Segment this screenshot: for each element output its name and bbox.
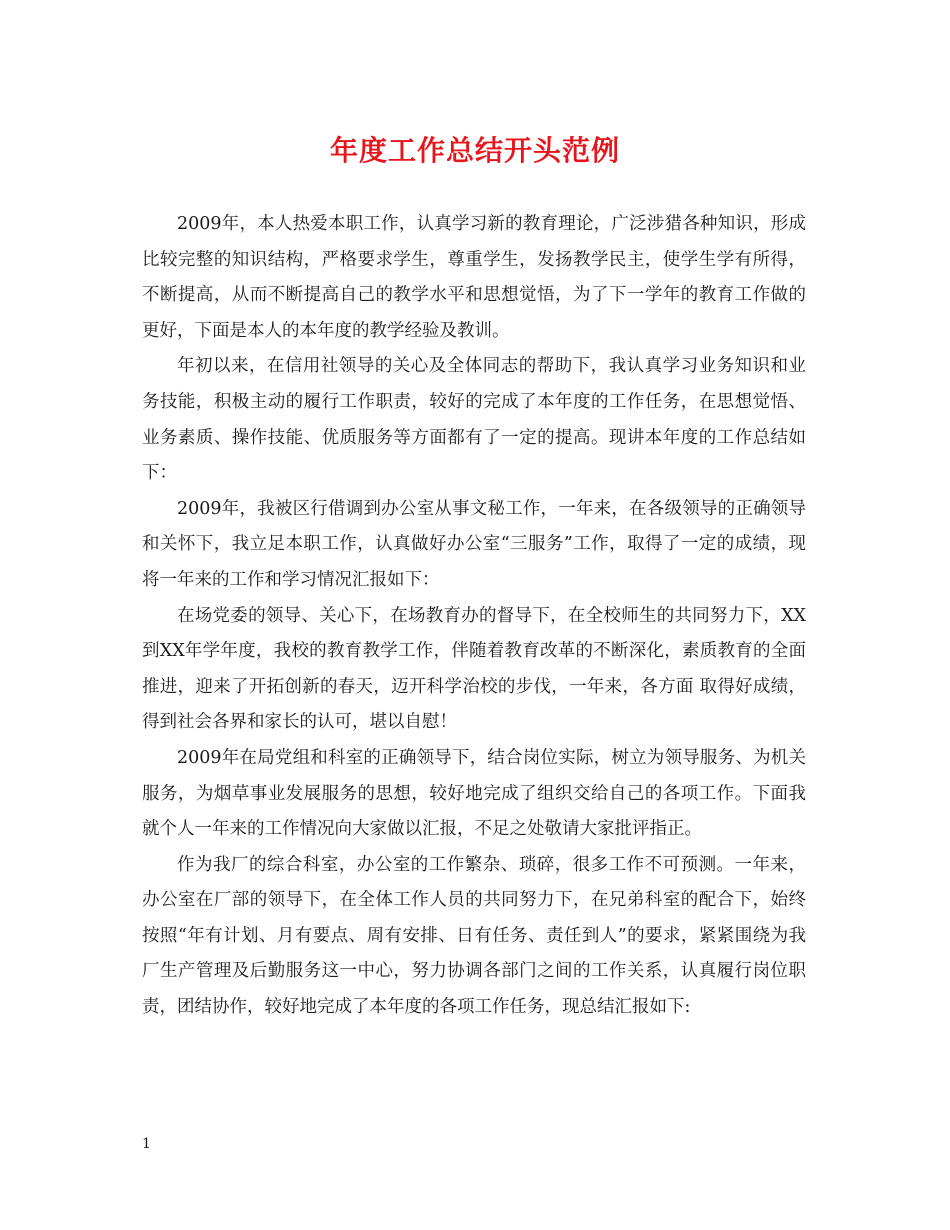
document-title: 年度工作总结开头范例 [329, 134, 620, 167]
paragraph-6: 作为我厂的综合科室，办公室的工作繁杂、琐碎，很多工作不可预测。一年来，办公室在厂部的领导下，在全体工作人员的共同努力下，在兄弟科室的配合下，始终按照“年有计划、月有要点、周有安排、日有任务、责任到人”的要求，紧紧围绕为我厂生产管理及后勤服务这一中心，努力协调各部门之间的工作关系，认真履行岗位职责，团结协作，较好地完成了本年度的各项工作任务，现总结汇报如下: [142, 854, 806, 1018]
paragraph-1: 2009年，本人热爱本职工作，认真学习新的教育理论，广泛涉猎各种知识，形成比较完整的知识结构，严格要求学生，尊重学生，发扬教学民主，使学生学有所得，不断提高，从而不断提高自己的教学水平和思想觉悟，为了下一学年的教育工作做的更好，下面是本人的本年度的教学经验及教训。 [142, 214, 806, 341]
page-number: 1 [142, 1136, 151, 1152]
paragraph-5: 2009年在局党组和科室的正确领导下，结合岗位实际，树立为领导服务、为机关服务，为烟草事业发展服务的思想，较好地完成了组织交给自己的各项工作。下面我就个人一年来的工作情况向大家做以汇报，不足之处敬请大家批评指正。 [142, 747, 806, 840]
paragraph-3: 2009年，我被区行借调到办公室从事文秘工作，一年来，在各级领导的正确领导和关怀下，我立足本职工作，认真做好办公室“三服务”工作，取得了一定的成绩，现将一年来的工作和学习情况汇报如下： [142, 498, 806, 590]
document-body [142, 207, 806, 1026]
paragraph-4: 在场党委的领导、关心下，在场教育办的督导下，在全校师生的共同努力下，XX到XX年学年度，我校的教育教学工作，伴随着教育改革的不断深化，素质教育的全面推进，迎来了开拓创新的春天，迈开科学治校的步伐，一年来，各方面 取得好成绩，得到社会各界和家长的认可，堪以自慰！ [142, 605, 806, 733]
paragraph-2: 年初以来，在信用社领导的关心及全体同志的帮助下，我认真学习业务知识和业务技能，积极主动的履行工作职责，较好的完成了本年度的工作任务，在思想觉悟、业务素质、操作技能、优质服务等方面都有了一定的提高。现讲本年度的工作总结如下： [142, 356, 806, 484]
